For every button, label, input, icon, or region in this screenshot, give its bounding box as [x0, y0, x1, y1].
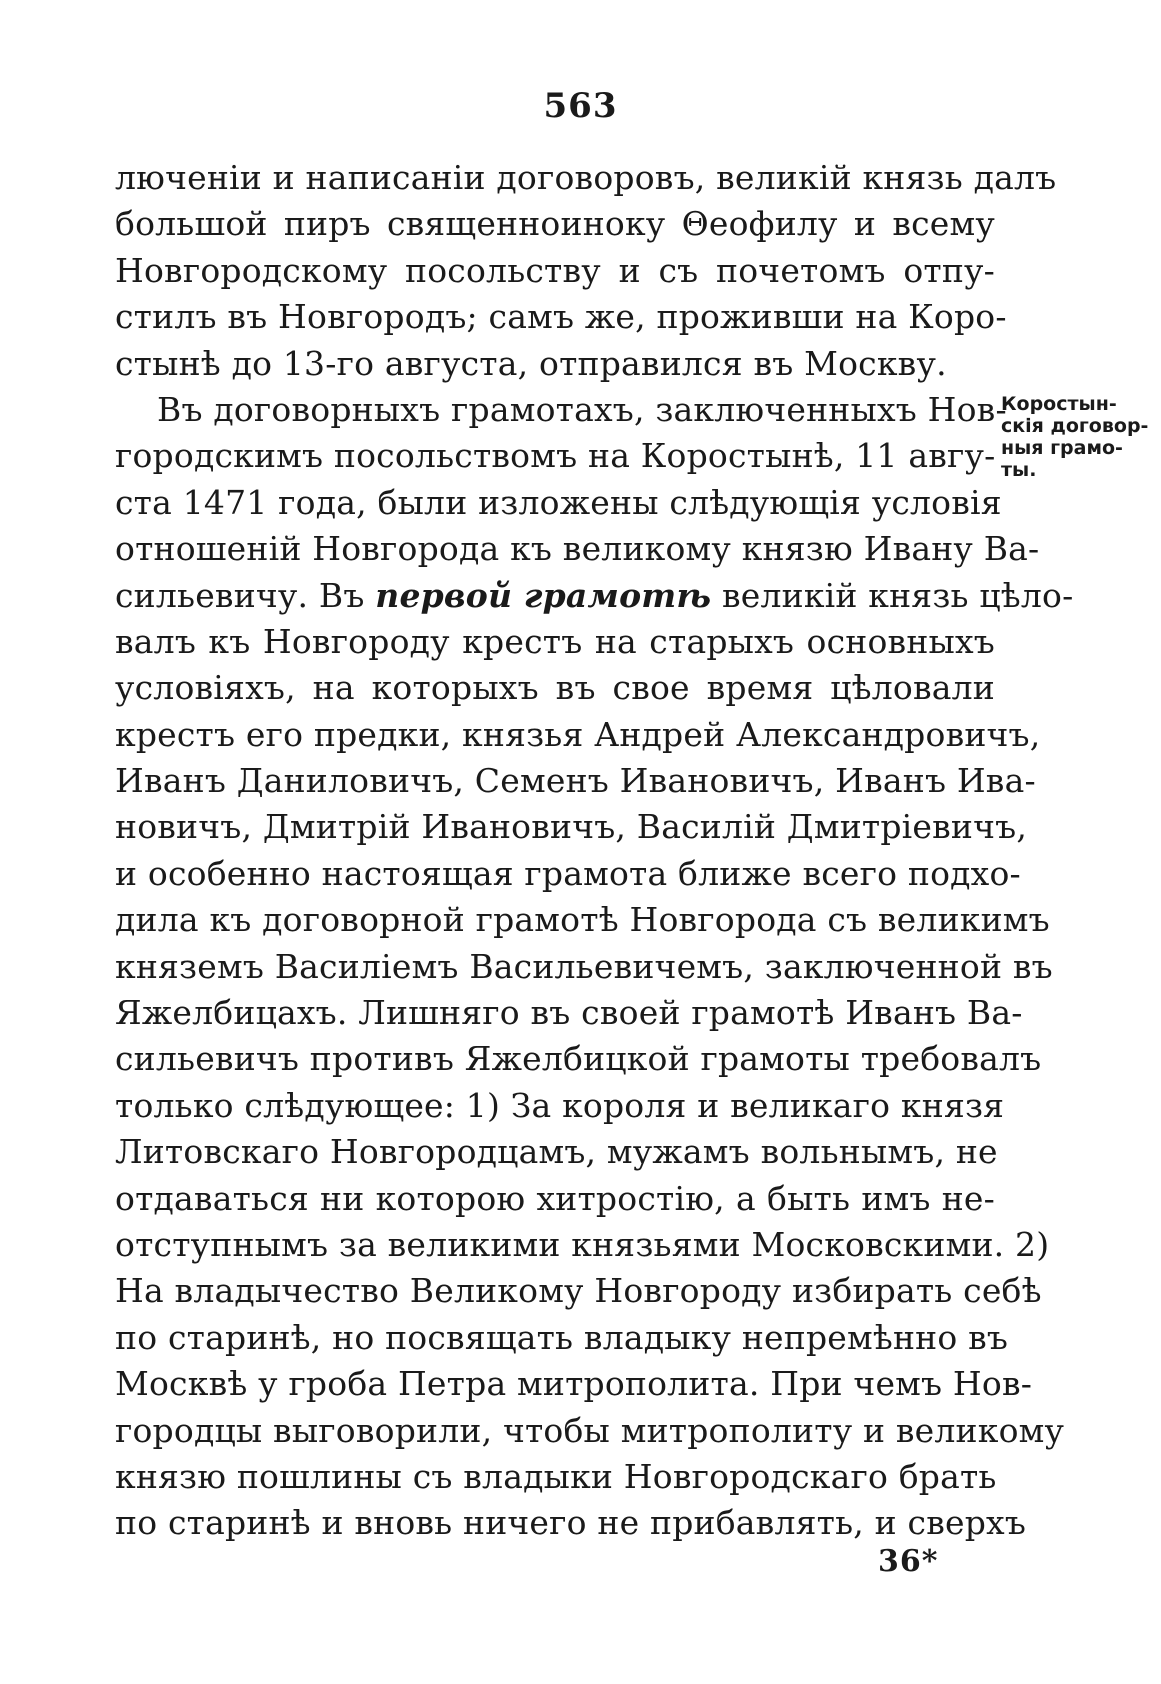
- margin-note-line-2: скія договор-: [1001, 415, 1149, 437]
- text-line-17: дила къ договорной грамотѣ Новгорода съ великимъ: [115, 900, 1050, 940]
- text-line-20: сильевичъ противъ Яжелбицкой грамоты требовалъ: [115, 1039, 1042, 1079]
- margin-note-line-4: ты.: [1001, 459, 1037, 481]
- margin-note-line-3: ныя грамо-: [1001, 437, 1123, 459]
- margin-note: [1001, 393, 1159, 481]
- text-line-8: ста 1471 года, были изложены слѣдующія условія: [115, 482, 1002, 522]
- text-line-12: условіяхъ, на которыхъ въ свое время цѣловали: [115, 668, 995, 708]
- text-line-1: люченіи и написаніи договоровъ, великій князь далъ: [115, 158, 1057, 197]
- text-line-9: отношеній Новгорода къ великому князю Ивану Ва-: [115, 529, 1040, 569]
- text-line-15: новичъ, Дмитрій Ивановичъ, Василій Дмитріевичъ,: [115, 807, 1028, 847]
- text-line-7: городскимъ посольствомъ на Коростынѣ, 11 авгу-: [115, 436, 996, 476]
- page-number: 563: [543, 86, 618, 126]
- text-line-27: Москвѣ у гроба Петра митрополита. При чемъ Нов-: [115, 1364, 1033, 1404]
- text-line-19: Яжелбицахъ. Лишняго въ своей грамотѣ Иванъ Ва-: [115, 993, 1023, 1033]
- text-line-2: большой пиръ священноиноку Θеофилу и всему: [115, 204, 995, 244]
- italic-phrase: первой грамотѣ: [375, 575, 712, 615]
- text-line-5: стынѣ до 13-го августа, отправился въ Москву.: [115, 343, 947, 383]
- text-line-23: отдаваться ни которою хитростію, а быть имъ не-: [115, 1178, 995, 1218]
- text-line-13: крестъ его предки, князья Андрей Александровичъ,: [115, 714, 1041, 754]
- text-line-29: князю пошлины съ владыки Новгородскаго брать: [115, 1456, 997, 1496]
- text-line-10-start: сильевичу. Въ: [115, 575, 376, 615]
- text-line-24: отступнымъ за великими князьями Московскими. 2): [115, 1224, 1050, 1264]
- text-line-26: по старинѣ, но посвящать владыку непремѣнно въ: [115, 1317, 1009, 1357]
- text-line-11: валъ къ Новгороду крестъ на старыхъ основныхъ: [115, 621, 995, 661]
- text-line-6: Въ договорныхъ грамотахъ, заключенныхъ Нов-: [157, 389, 1007, 429]
- text-line-14: Иванъ Даниловичъ, Семенъ Ивановичъ, Иванъ Ива-: [115, 761, 1036, 801]
- text-line-3: Новгородскому посольству и съ почетомъ отпу-: [115, 250, 995, 290]
- text-line-21: только слѣдующее: 1) За короля и великаго князя: [115, 1085, 1005, 1125]
- text-line-4: стилъ въ Новгородъ; самъ же, проживши на Коро-: [115, 297, 1007, 337]
- margin-note-line-1: Коростын-: [1001, 393, 1117, 415]
- text-line-25: На владычество Великому Новгороду избирать себѣ: [115, 1271, 1042, 1311]
- text-line-22: Литовскаго Новгородцамъ, мужамъ вольнымъ, не: [115, 1132, 998, 1172]
- text-line-28: городцы выговорили, чтобы митрополиту и великому: [115, 1410, 1065, 1450]
- text-line-16: и особенно настоящая грамота ближе всего подхо-: [115, 853, 1021, 893]
- text-line-10-end: великій князь цѣло-: [711, 575, 1074, 615]
- text-line-10: [115, 573, 1074, 619]
- signature-mark: 36*: [878, 1544, 939, 1579]
- text-line-30: по старинѣ и вновь ничего не прибавлять, и сверхъ: [115, 1503, 1027, 1543]
- text-line-18: княземъ Василіемъ Васильевичемъ, заключенной въ: [115, 946, 1053, 986]
